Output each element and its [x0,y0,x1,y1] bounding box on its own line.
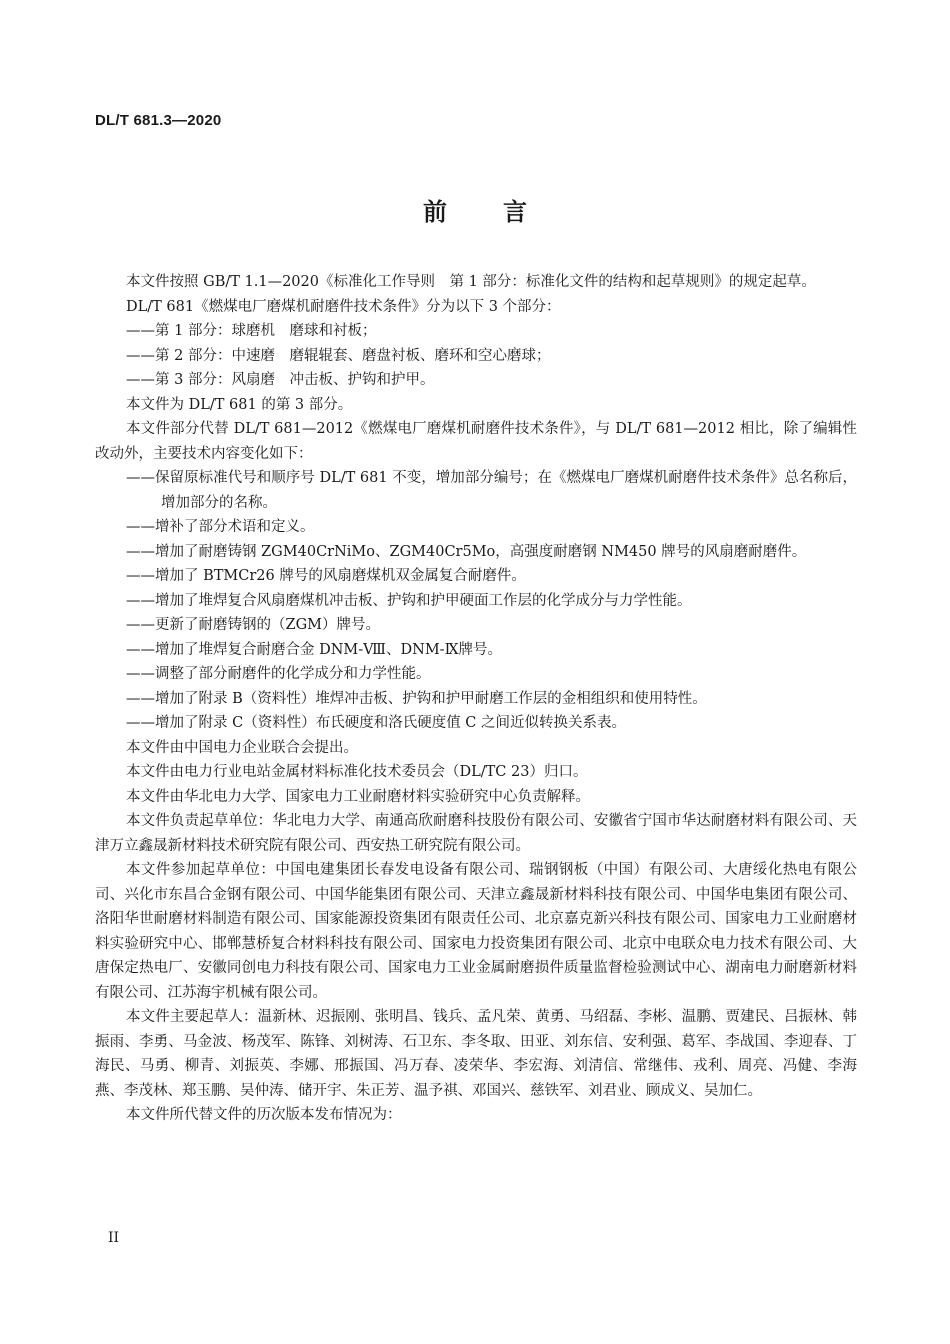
page-number: II [108,1230,120,1246]
part-item: ——第 1 部分：球磨机 磨球和衬板； [126,323,377,339]
paragraph-history: 本文件所代替文件的历次版本发布情况为： [126,1107,402,1123]
paragraph-parts-intro: DL/T 681《燃煤电厂磨煤机耐磨件技术条件》分为以下 3 个部分： [126,298,561,315]
change-item: ——更新了耐磨铸钢的（ZGM）牌号。 [126,617,381,633]
change-item: ——增加了耐磨铸钢 ZGM40CrNiMo、ZGM40Cr5Mo，高强度耐磨钢 NM450 牌号的风扇磨耐磨件。 [126,543,807,560]
paragraph-part-number: 本文件为 DL/T 681 的第 3 部分。 [126,396,353,413]
part-item: ——第 2 部分：中速磨 磨辊辊套、磨盘衬板、磨环和空心磨球； [126,347,551,364]
change-item: ——保留原标准代号和顺序号 DL/T 681 不变，增加部分编号；在《燃煤电厂磨煤机耐磨件技术条件》总名称后，增加部分的名称。 [126,470,857,511]
page-title: 前言 [423,198,583,226]
paragraph-replaces: 本文件部分代替 DL/T 681—2012《燃煤电厂磨煤机耐磨件技术条件》，与 DL/T 681—2012 相比，除了编辑性改动外，主要技术内容变化如下： [95,421,857,462]
change-item: ——增加了附录 B（资料性）堆焊冲击板、护钩和护甲耐磨工作层的金相组织和使用特性。 [126,690,707,707]
paragraph-lead-drafters: 本文件负责起草单位：华北电力大学、南通高欣耐磨科技股份有限公司、安徽省宁国市华达耐磨材料有限公司、天津万立鑫晟新材料技术研究院有限公司、西安热工研究院有限公司。 [95,813,857,854]
paragraph-committee: 本文件由电力行业电站金属材料标准化技术委员会（DL/TC 23）归口。 [126,764,588,780]
paragraph-scope: 本文件按照 GB/T 1.1—2020《标准化工作导则 第 1 部分：标准化文件的结构和起草规则》的规定起草。 [126,274,816,290]
change-item: ——增加了 BTMCr26 牌号的风扇磨煤机双金属复合耐磨件。 [126,568,526,584]
paragraph-proposer: 本文件由中国电力企业联合会提出。 [126,739,358,756]
document-body [95,270,857,1128]
standard-code: DL/T 681.3—2020 [95,112,222,129]
paragraph-interpretation: 本文件由华北电力大学、国家电力工业耐磨材料实验研究中心负责解释。 [126,788,590,805]
change-item: ——增加了堆焊复合风扇磨煤机冲击板、护钩和护甲硬面工作层的化学成分与力学性能。 [126,592,692,609]
paragraph-participating-drafters: 本文件参加起草单位：中国电建集团长春发电设备有限公司、瑞钢钢板（中国）有限公司、大唐绥化热电有限公司、兴化市东昌合金钢有限公司、中国华能集团有限公司、天津立鑫晟新材料科技有限公司、中国华电集团有限公司、洛阳华世耐磨材料制造有限公司、国家能源投资集团有限责任公司、北京嘉克新兴科技有限公司、国家电力工业耐磨材料实验研究中心、邯郸慧桥复合材料科技有限公司、国家电力投资集团有限公司、北京中电联众电力技术有限公司、大唐保定热电厂、安徽同创电力科技有限公司、国家电力工业金属耐磨损件质量监督检验测试中心、湖南电力耐磨新材料有限公司、江苏海宇机械有限公司。 [95,862,857,1001]
change-item: ——增补了部分术语和定义。 [126,519,315,535]
change-item: ——增加了堆焊复合耐磨合金 DNM-Ⅷ、DNM-Ⅸ牌号。 [126,641,503,658]
change-item: ——增加了附录 C（资料性）布氏硬度和洛氏硬度值 C 之间近似转换关系表。 [126,715,627,731]
change-item: ——调整了部分耐磨件的化学成分和力学性能。 [126,666,431,682]
paragraph-main-drafters: 本文件主要起草人：温新林、迟振刚、张明昌、钱兵、孟凡荣、黄勇、马绍磊、李彬、温鹏、贾建民、吕振林、韩振雨、李勇、马金波、杨茂军、陈锋、刘树涛、石卫东、李冬取、田亚、刘东信、安利强、葛军、李战国、李迎春、丁海民、马勇、柳青、刘振英、李娜、邢振国、冯万春、凌荣华、李宏海、刘清信、常继伟、戎利、周亮、冯健、李海燕、李茂林、郑玉鹏、吴仲涛、储开宇、朱正芳、温予祺、邓国兴、慈铁军、刘君业、顾成义、吴加仁。 [95,1009,857,1099]
part-item: ——第 3 部分：风扇磨 冲击板、护钩和护甲。 [126,372,435,388]
